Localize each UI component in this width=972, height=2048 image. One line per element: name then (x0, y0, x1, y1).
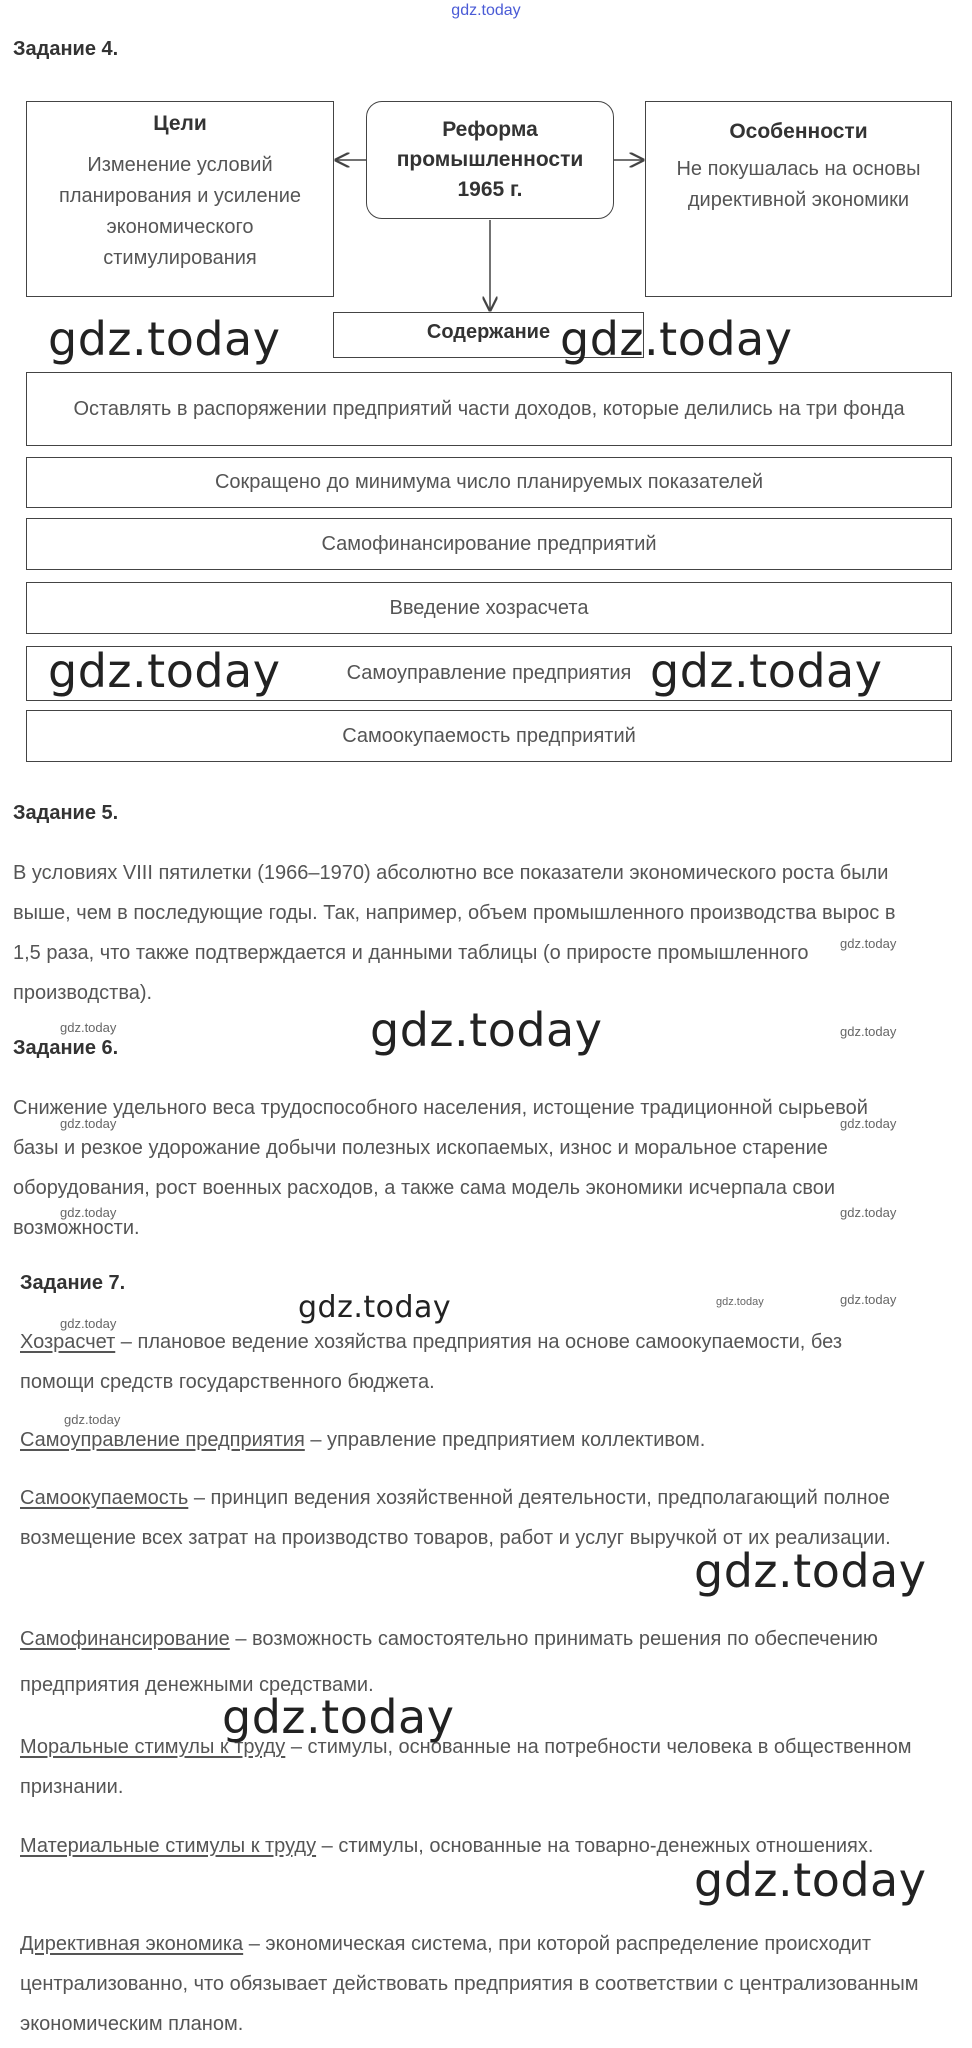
task5-text: В условиях VIII пятилетки (1966–1970) абсолютно все показатели экономического роста были выше, чем в последующие годы. Так, например, объем промышленного производства вырос в 1,5 раза, что также подтверждается и данными таблицы (о приросте промышленного производства). (13, 862, 896, 1004)
definition-item (20, 1420, 920, 1460)
watermark: gdz.today (222, 1690, 455, 1744)
header-watermark: gdz.today (451, 2, 521, 19)
features-title: Особенности (729, 120, 868, 143)
definition-term: Материальные стимулы к труду (20, 1835, 317, 1857)
watermark: gdz.today (650, 644, 883, 698)
watermark: gdz.today (694, 1853, 927, 1907)
definition-text: – плановое ведение хозяйства предприятия на основе самоокупаемости, без помощи средств государственного бюджета. (20, 1331, 842, 1393)
watermark-small: gdz.today (60, 1316, 117, 1331)
definition-item (20, 1616, 920, 1708)
goals-title: Цели (153, 112, 207, 135)
watermark-small: gdz.today (840, 936, 897, 951)
task6-text: Снижение удельного веса трудоспособного населения, истощение традиционной сырьевой базы и резкое удорожание добычи полезных ископаемых, износ и моральное старение оборудования, рост военных расходов, а также сама модель экономики исчерпала свои возможности. (13, 1097, 868, 1239)
definition-term: Самоуправление предприятия (20, 1429, 305, 1451)
definition-item (20, 1322, 920, 1402)
definition-term: Хозрасчет (20, 1331, 116, 1353)
watermark-small: gdz.today (840, 1292, 897, 1307)
definition-text: – принцип ведения хозяйственной деятельности, предполагающий полное возмещение всех затрат на производство товаров, работ и услуг выручкой от их реализации. (20, 1487, 891, 1549)
definition-item (20, 1924, 920, 2044)
watermark-small: gdz.today (60, 1116, 117, 1131)
goals-text: Изменение условий планирования и усиление экономического стимулирования (58, 154, 302, 269)
definition-text: – стимулы, основанные на товарно-денежных отношениях. (316, 1835, 874, 1857)
content-item: Самофинансирование предприятий (26, 518, 952, 570)
definition-term: Самоокупаемость (20, 1487, 189, 1509)
task7-title: Задание 7. (20, 1272, 126, 1294)
features-box (645, 101, 952, 297)
watermark: gdz.today (48, 312, 281, 366)
watermark: gdz.today (298, 1290, 452, 1325)
reform-box (366, 101, 614, 219)
definition-item (20, 1727, 920, 1807)
task6-title: Задание 6. (13, 1037, 119, 1059)
watermark: gdz.today (370, 1003, 603, 1057)
definition-term: Директивная экономика (20, 1933, 244, 1955)
content-item: Сокращено до минимума число планируемых показателей (26, 457, 952, 508)
features-text: Не покушалась на основы директивной экономики (676, 158, 921, 211)
watermark-small: gdz.today (716, 1296, 764, 1308)
watermark-small: gdz.today (840, 1024, 897, 1039)
watermark-small: gdz.today (840, 1205, 897, 1220)
content-item: Самоуправление предприятия (26, 646, 952, 701)
reform-title: Реформа промышленности 1965 г. (396, 118, 584, 201)
definition-text: – возможность самостоятельно принимать решения по обеспечению предприятия денежными средствами. (20, 1628, 878, 1696)
content-item: Самоокупаемость предприятий (26, 710, 952, 762)
goals-box (26, 101, 334, 297)
watermark: gdz.today (48, 644, 281, 698)
watermark-small: gdz.today (64, 1412, 121, 1427)
task5-title: Задание 5. (13, 802, 119, 824)
content-item: Оставлять в распоряжении предприятий части доходов, которые делились на три фонда (26, 372, 952, 446)
content-label: Содержание (426, 321, 551, 343)
watermark-small: gdz.today (60, 1205, 117, 1220)
definition-term: Моральные стимулы к труду (20, 1736, 286, 1758)
definition-text: – стимулы, основанные на потребности человека в общественном признании. (20, 1736, 912, 1798)
watermark: gdz.today (694, 1544, 927, 1598)
watermark-small: gdz.today (840, 1116, 897, 1131)
definition-term: Самофинансирование (20, 1628, 230, 1650)
watermark: gdz.today (560, 312, 793, 366)
task4-title: Задание 4. (13, 38, 119, 60)
content-item: Введение хозрасчета (26, 582, 952, 634)
watermark-small: gdz.today (60, 1020, 117, 1035)
definition-text: – управление предприятием коллективом. (304, 1429, 706, 1451)
definition-text: – экономическая система, при которой распределение происходит централизованно, что обязывает действовать предприятия в соответствии с централизованным экономическим планом. (20, 1933, 919, 2035)
